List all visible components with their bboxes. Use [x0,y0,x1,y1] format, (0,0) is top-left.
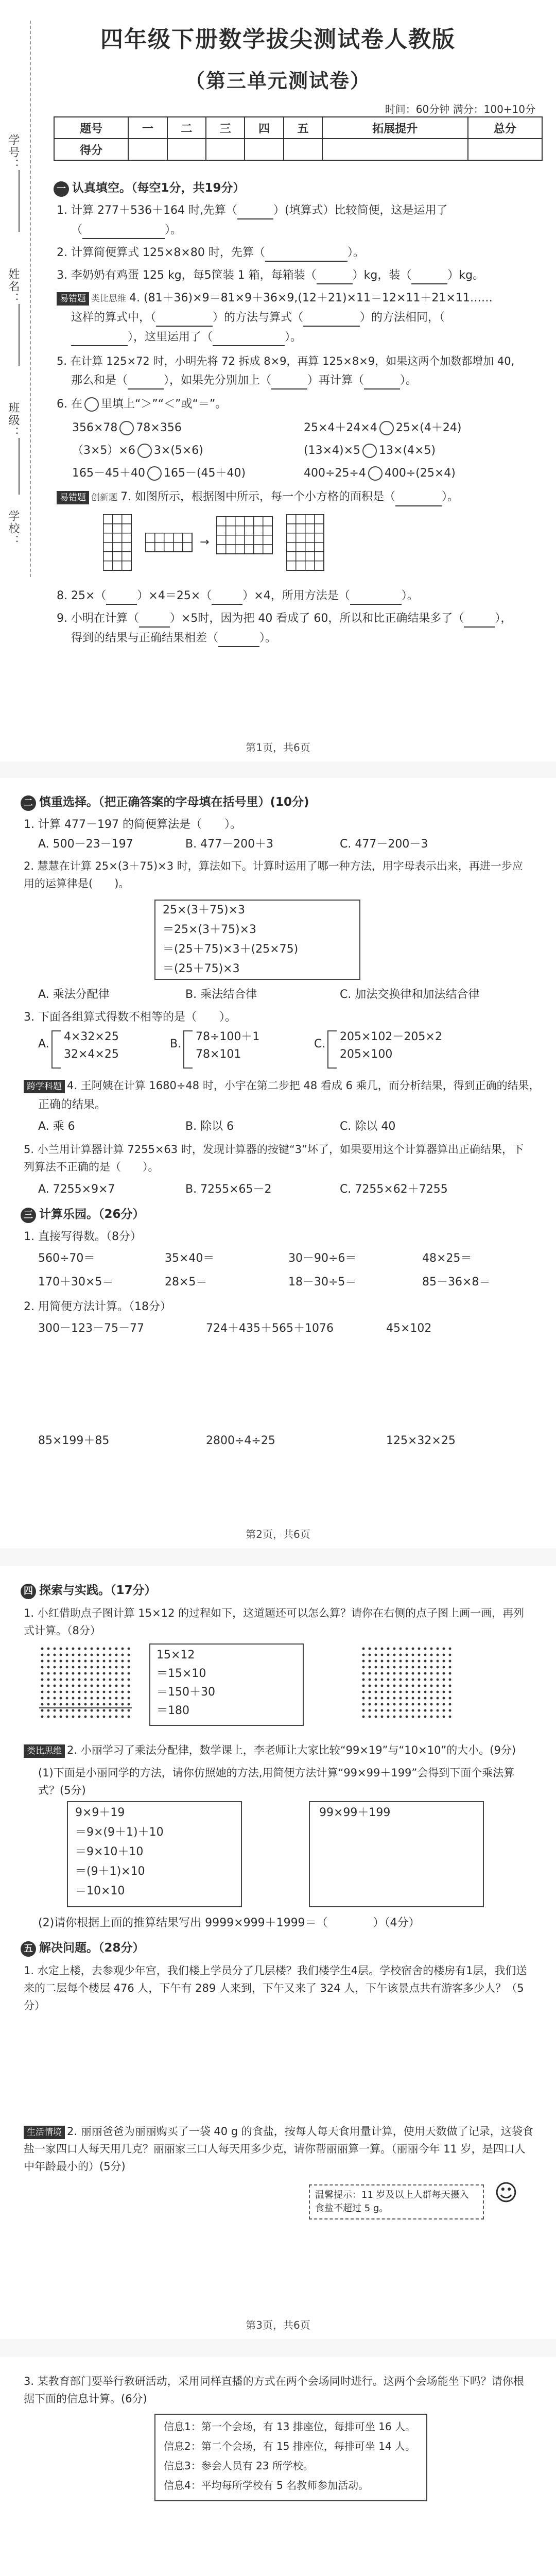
arrow-icon: → [200,536,210,549]
q-text: 1. 计算 277＋536＋164 时,先算（ [57,204,237,217]
option-expr: 205×102－205×2 [340,1030,442,1043]
calc-line: ＝9×(9＋1)＋10 [75,1826,164,1839]
compare-left: 400÷25÷4 [304,467,366,480]
calc-line: 15×12 [157,1649,195,1662]
q-text: ）。 [347,246,364,259]
compare-right: 400÷(25×4) [384,467,456,480]
score-row-label: 得分 [54,139,128,160]
compare-row [304,442,436,460]
option-letter[interactable]: C. [314,1038,326,1050]
option-letter[interactable]: A. [38,1038,49,1050]
answer-blank[interactable] [218,636,259,647]
question-5-1: 1. 水定上楼，去参观少年宫，我们楼上学员分了几层楼？我们楼学生4层。学校宿舍的楼房有1层，我们送来的二层每个楼层 476 人，下午有 289 人来到，下午又来了 324 人，下午该景点共有游客多少人？（5分） [24,1964,527,2012]
q-text: 7. 如图所示，根据图中所示，每一个小方格的面积是（ [120,490,395,503]
q-text: 这样的算式中，（ [71,311,157,324]
score-cell[interactable] [245,139,283,160]
number-label: 学校： [7,510,20,547]
calc-line: 9×9＋19 [75,1806,125,1819]
option-expr: 78÷100＋1 [196,1030,260,1043]
page-3 [0,1566,556,2339]
section-4-title: 探索与实践。（17分） [39,1584,157,1597]
compare-circle[interactable] [119,421,134,435]
score-cell[interactable] [322,139,467,160]
question-1-4-cont2 [71,329,302,346]
q-text: 9. 小明在计算（ [57,612,139,625]
q-text: ）， [495,612,512,625]
compare-left: (13×4)×5 [304,444,361,457]
option-letter[interactable]: B. [170,1038,182,1050]
score-cell[interactable] [167,139,206,160]
q-text: 4. (81＋36)×9＝81×9＋36×9,(12＋21)×11＝12×11＋21×11…… [129,292,493,304]
q-text: ）的方法相同，（ [360,311,445,324]
q-text: ）×4，所用方法是（ [242,589,350,602]
brace-icon [327,1030,337,1069]
info-line: 信息3：参会人员有 23 所学校。 [164,2460,314,2472]
grid-figure-3 [216,516,273,554]
q-text: 得到的结果与正确结果相差（ [71,632,219,645]
q-text: 4. 王阿姨在计算 1680÷48 时，小宇在第二步把 48 看成 6 乘几，而分析结果，得到正确的结果， [67,1079,540,1092]
calc-line: ＝180 [157,1704,189,1717]
compare-left: （3×5）×6 [72,444,135,457]
compare-row [72,442,203,460]
grid-figure-2 [145,533,193,552]
info-line: 信息4：平均每所学校有 5 名教师参加活动。 [164,2479,369,2492]
option[interactable]: B. 7255×65－2 [185,1183,272,1196]
calc-subheading: 1. 直接写得数。（8分） [24,1230,142,1243]
compare-right: 25×(4＋24) [395,421,462,434]
question-1-1-cont [71,222,182,239]
calc-line: 25×(3＋75)×3 [163,904,246,917]
page-subtitle: （第三单元测试卷） [185,70,371,92]
tag-badge: 类比思维 [24,1744,65,1758]
section-5-title: 解决问题。（28分） [39,1941,145,1955]
question-1-8 [57,587,419,605]
option[interactable]: C. 加法交换律和加法结合律 [340,988,480,1001]
question-1-7 [57,488,459,506]
option[interactable]: A. 乘 6 [38,1120,75,1133]
q-text: ）×4＝25×（ [137,589,212,602]
class-label: 班级： [7,402,20,439]
calc-line: ＝(25＋75)×3＋(25×75) [163,943,299,956]
option[interactable]: B. 乘法结合律 [185,988,257,1001]
compare-row [72,419,182,437]
mental-calc: 48×25＝ [422,1252,472,1265]
option[interactable]: A. 500－23－197 [38,838,133,851]
page-4 [0,2357,556,2576]
mental-calc: 30－90÷6＝ [288,1252,357,1265]
score-cell[interactable] [206,139,245,160]
score-header-cell: 三 [206,117,245,139]
option[interactable]: B. 除以 6 [185,1120,234,1133]
option[interactable]: C. 477－200－3 [340,838,428,851]
answer-blank[interactable] [212,594,242,605]
compare-right: 3×(5×6) [153,444,203,457]
q-text: ）。 [400,374,418,387]
info-line: 信息1：第一个会场，有 13 排座位，每排可坐 16 人。 [164,2420,416,2433]
compare-left: 25×4＋24×4 [304,421,377,434]
answer-blank[interactable] [464,616,495,628]
hint-box: 温馨提示：11 岁及以上人群每天摄入食盐不超过 5 g。 [309,2184,484,2219]
q-text: ）。 [285,331,302,344]
section-number-icon: 五 [21,1941,36,1957]
answer-blank[interactable] [156,315,213,327]
q-text: 3. 李奶奶有鸡蛋 125 kg，每5筐装 1 箱，每箱装（ [57,269,317,282]
mental-calc: 85－36×8＝ [422,1276,491,1289]
option-expr: 205×100 [340,1048,393,1061]
q-text: 6. 在 [57,398,82,411]
compare-left: 165－45＋40 [72,467,145,480]
compare-row [304,419,461,437]
option-expr: 4×32×25 [64,1030,119,1043]
q-text: ）kg。 [447,269,484,282]
question-1-5-cont [71,372,417,389]
option[interactable]: A. 7255×9×7 [38,1183,115,1196]
question-2-1: 1. 计算 477－197 的简便算法是（ ）。 [24,818,241,831]
tag-label: 类比思维 [91,294,126,304]
mental-calc: 170＋30×5＝ [38,1276,114,1289]
tag-badge: 易错题 [57,292,89,306]
section-4-heading [21,1582,157,1599]
section-number-icon: 二 [21,795,36,811]
q-text: ），如果先分别加上（ [164,374,272,387]
section-number-icon: 三 [21,1208,36,1223]
answer-blank[interactable] [139,616,170,628]
q-text: 5. 在计算 125×72 时，小明先将 72 拆成 8×9，再算 125×8×9，如果这两个加数都增加 40, [57,355,515,367]
q-text: 那么和是（ [71,374,128,387]
mental-calc: 35×40＝ [165,1252,215,1265]
question-5-2 [24,2123,533,2175]
question-1-2 [57,244,364,262]
answer-blank[interactable] [411,273,447,284]
dot-divider [39,1707,132,1708]
question-4-2-b: (2)请你根据上面的推算结果写出 9999×999＋1999＝（ ）（4分） [38,1917,420,1929]
option[interactable]: A. 乘法分配律 [38,988,110,1001]
q-text: （ [71,224,83,236]
question-1-1 [57,202,448,219]
compare-right: 165－(45＋40) [163,467,246,480]
q-text: 2. 丽丽爸爸为丽丽购买了一袋 40 g 的食盐，按每人每天食用量计算，使用天数做了记录，这袋食盐一家四口人每天用几克？丽丽家三口人每天用多少克，请你帮丽丽算一算。（丽丽今年 11 岁，是四口人中年龄最小的）(5分) [24,2125,533,2173]
answer-blank[interactable] [317,273,353,284]
q-text: 里填上“＞”“＜”或“＝”。 [100,398,227,411]
q-text: 8. 25×（ [57,589,107,602]
dot-grid-right[interactable] [360,1646,453,1721]
q-text: 正确的结果。 [38,1098,107,1111]
question-4-2 [24,1741,516,1759]
compare-circle[interactable] [137,444,152,458]
question-4-1: 1. 小红借助点子图计算 15×12 的过程如下，这道题还可以怎么算？请你在右侧的点子图上画一画，再列式计算。（8分） [24,1607,525,1637]
compare-row [72,465,246,482]
calc-line: ＝10×10 [75,1885,125,1897]
name-label: 姓名： [7,268,20,305]
calc-line: ＝25×(3＋75)×3 [163,923,257,936]
simplify-calc: 2800÷4÷25 [206,1434,275,1447]
simplify-calc: 45×102 [386,1322,432,1335]
page-1 [0,0,556,761]
score-header-cell: 二 [167,117,206,139]
girl-figure-icon: ☺ [494,2180,518,2206]
brace-icon [51,1030,61,1069]
question-5-3: 3. 某教育部门要举行教研活动，采用同样直播的方式在两个会场同时进行。这两个会场能坐下吗？请你根据下面的信息计算。(6分) [24,2375,524,2405]
answer-blank[interactable] [82,228,165,239]
q-text: ）。 [259,632,277,645]
answer-blank[interactable] [128,378,164,389]
calc-line: ＝15×10 [157,1667,206,1680]
question-2-3: 3. 下面各组算式得数不相等的是（ ）。 [24,1011,236,1024]
q-text: 2. 计算简便算式 125×8×80 时，先算（ [57,246,265,259]
question-4-2-a: (1)下面是小丽同学的方法，请你仿照她的方法,用简便方法计算“99×99＋199”会得到下面个乘法算式？(5分) [38,1767,515,1797]
answer-blank[interactable] [265,250,348,262]
score-header-cell: 五 [284,117,322,139]
q-text: 2. 小丽学习了乘法分配律，数学课上，李老师让大家比较“99×19”与“10×10”的大小。(9分) [67,1744,516,1756]
q-text: ）kg，装（ [352,269,412,282]
section-2-title: 慎重选择。（把正确答案的字母填在括号里）(10分) [39,795,309,809]
compare-circle[interactable] [147,466,162,481]
mental-calc: 28×5＝ [165,1276,207,1289]
q-text: ）×5时，因为把 40 看成了 60，所以和比正确结果多了（ [169,612,464,625]
tag-badge: 跨学科题 [24,1080,65,1093]
option[interactable]: B. 477－200＋3 [185,838,274,851]
page-number: 第3页，共6页 [246,2319,310,2331]
question-2-2: 2. 慧慧在计算 25×(3＋75)×3 时，算法如下。计算时运用了哪一种方法，用字母表示出来，再进一步应用的运算律是( )。 [24,860,523,890]
page-number: 第2页，共6页 [246,1528,310,1540]
option[interactable]: C. 7255×62＋7255 [340,1183,448,1196]
score-header-cell: 拓展提升 [322,117,467,139]
option[interactable]: C. 除以 40 [340,1120,396,1133]
question-1-5 [57,352,514,370]
mental-calc: 18－30÷5＝ [288,1276,357,1289]
section-3-title: 计算乐园。（26分） [39,1208,145,1221]
section-number-icon: 一 [54,181,69,197]
info-line: 信息2：第二个会场，有 15 排座位，每排可坐 14 人。 [164,2440,416,2452]
option-expr: 78×101 [196,1048,241,1061]
q-text: ）。 [165,224,182,236]
answer-blank[interactable] [271,378,307,389]
circle-icon [84,397,99,412]
compare-circle[interactable] [379,421,394,435]
q-text: ）。 [442,490,459,503]
tag-label: 创新题 [91,493,117,503]
score-table [54,116,543,161]
score-header-cell: 四 [245,117,283,139]
section-number-icon: 四 [21,1584,36,1599]
question-1-3 [57,267,484,284]
question-1-6 [57,396,227,413]
q-text: ）的方法与算式（ [213,311,304,324]
simplify-calc: 300－123－75－77 [38,1322,144,1335]
question-1-4-cont [71,309,445,327]
brace-icon [183,1030,193,1069]
answer-blank[interactable] [213,335,285,346]
answer-blank[interactable] [237,208,273,219]
section-1-title: 认真填空。（每空1分，共19分） [72,181,245,195]
answer-blank[interactable] [350,594,402,605]
section-1-heading [54,179,245,197]
question-1-9-cont [71,630,276,647]
score-cell[interactable] [468,139,542,160]
page-2 [0,778,556,1548]
q-text: ），这里运用了（ [128,331,213,344]
q-text: ）再计算（ [307,374,364,387]
compare-left: 356×78 [72,421,118,434]
compare-row [304,465,456,482]
section-5-heading [21,1939,145,1957]
compare-circle[interactable] [362,444,377,458]
score-header-cell: 总分 [468,117,542,139]
calc-line: ＝150＋30 [157,1686,215,1699]
calc-line: 99×99＋199 [319,1806,391,1819]
question-2-4 [24,1077,540,1094]
q-text: ）(填算式）比较简便，这是运用了 [273,204,448,217]
section-3-heading [21,1206,145,1223]
grid-figure-1 [103,514,132,571]
mental-calc: 560÷70＝ [38,1252,95,1265]
question-1-9 [57,610,512,628]
answer-blank[interactable] [364,378,400,389]
score-cell[interactable] [128,139,167,160]
q-text: ）。 [401,589,419,602]
page-title: 四年级下册数学拔尖测试卷人教版 [100,26,456,53]
calc-line: ＝9×10＋10 [75,1845,144,1858]
calc-subheading: 2. 用简便方法计算。（18分） [24,1300,171,1313]
calc-line: ＝(9＋1)×10 [75,1865,145,1878]
section-2-heading [21,793,309,811]
answer-blank[interactable] [106,594,137,605]
question-2-5: 5. 小兰用计算器计算 7255×63 时，发现计算器的按键“3”坏了，如果要用这个计算器算出正确结果，下列算法不正确的是（ ）。 [24,1143,524,1173]
grid-figure-4 [286,514,324,571]
answer-blank[interactable] [395,495,442,506]
simplify-calc: 125×32×25 [386,1434,456,1447]
question-1-4 [57,290,493,308]
dot-grid-left [39,1646,132,1721]
simplify-calc: 85×199＋85 [38,1434,110,1447]
score-header-cell: 题号 [54,117,128,139]
school-label: 学号： [7,134,20,171]
compare-circle[interactable] [368,466,383,481]
tag-badge: 易错题 [57,491,89,504]
page-number: 第1页，共6页 [246,741,310,754]
compare-right: 78×356 [136,421,182,434]
tag-badge: 生活情境 [24,2126,65,2139]
exam-meta: 时间：60分钟 满分：100+10分 [385,103,535,115]
answer-blank[interactable] [303,315,360,327]
calc-line: ＝(25＋75)×3 [163,962,240,975]
option-expr: 32×4×25 [64,1048,119,1061]
answer-blank[interactable] [71,335,128,346]
score-header-cell: 一 [128,117,167,139]
compare-right: 13×(4×5) [379,444,436,457]
simplify-calc: 724＋435＋565＋1076 [206,1322,334,1335]
score-cell[interactable] [284,139,322,160]
